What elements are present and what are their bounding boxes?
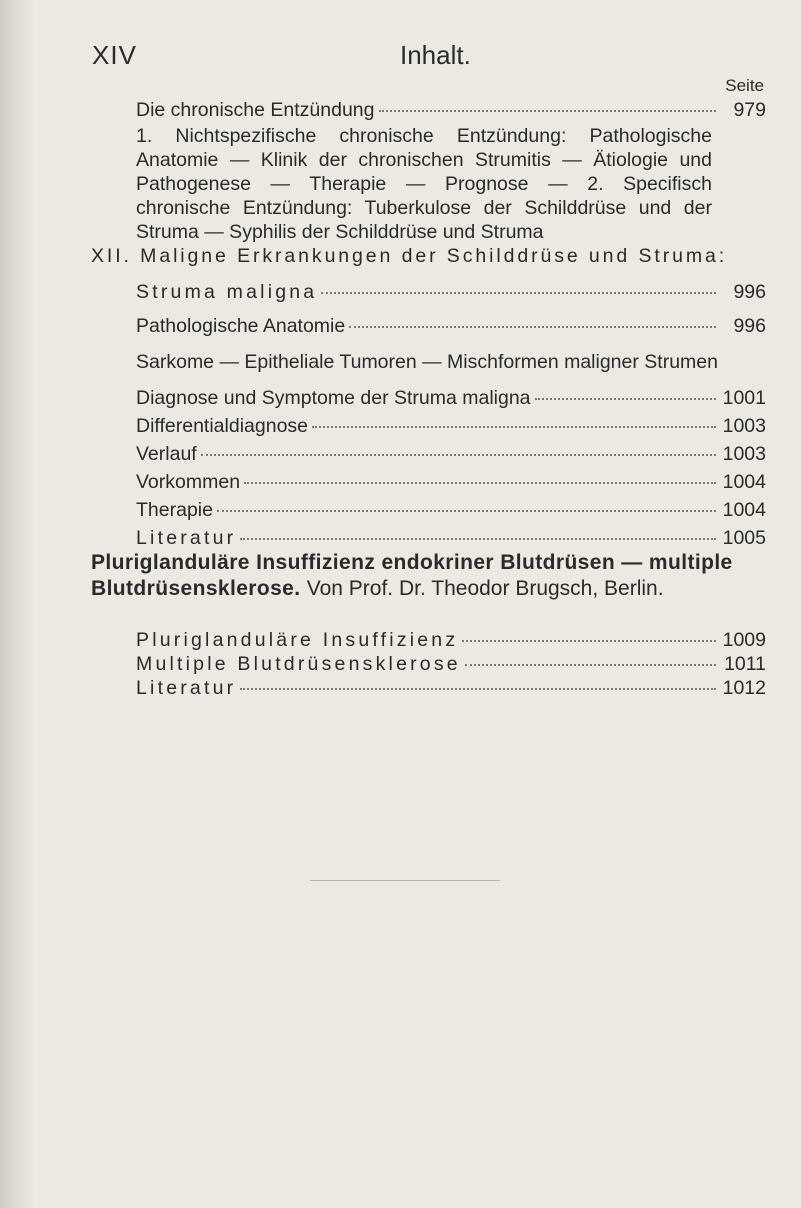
toc-entry[interactable]	[136, 652, 766, 676]
toc-entry-page: 1003	[722, 415, 766, 437]
toc-entry[interactable]	[136, 442, 766, 466]
toc-entry[interactable]	[136, 280, 766, 304]
toc-entry-page: 1005	[722, 527, 766, 549]
toc-entry-page: 979	[733, 99, 766, 121]
dot-leader	[465, 664, 716, 666]
faint-rule	[310, 880, 500, 881]
toc-chronic-details: 1. Nichtspezifische chronische Entzündung: Pathologische Anatomie — Klinik der chronischen Strumitis — Ätiologie und Pathogenese — Therapie — Prognose — 2. Specifisch chronische Entzündung: Tuberkulose der Schilddrüse und der Struma — Syphilis der Schilddrüse und Struma	[136, 125, 712, 243]
section-title: Inhalt.	[400, 40, 471, 70]
toc-entry-page: 996	[733, 281, 766, 303]
page-number: XIV	[92, 40, 137, 70]
toc-entry-page: 1004	[722, 499, 766, 521]
dot-leader	[217, 510, 716, 512]
dot-leader	[240, 688, 716, 690]
toc-entry-label: Therapie	[136, 499, 213, 521]
toc-entry-page: 1009	[722, 629, 766, 651]
toc-entry[interactable]	[136, 498, 766, 522]
pluri-heading	[91, 550, 766, 602]
toc-sarkome-line: Sarkome — Epitheliale Tumoren — Mischformen maligner Strumen	[136, 351, 718, 373]
dot-leader	[312, 426, 716, 428]
toc-entry-chronic[interactable]	[136, 98, 766, 122]
dot-leader	[349, 326, 716, 328]
toc-entry-label: Vorkommen	[136, 471, 241, 493]
toc-entry[interactable]	[136, 414, 766, 438]
page-binding-edge	[0, 0, 34, 1208]
dot-leader	[244, 482, 716, 484]
pluri-heading-author: Von Prof. Dr. Theodor Brugsch, Berlin.	[306, 577, 664, 600]
dot-leader	[379, 110, 717, 112]
toc-entry-label: Pluriglanduläre Insuffizienz	[136, 629, 459, 651]
pluri-heading-title: Pluriglanduläre Insuffizienz endokriner Blutdrüsen — multiple Blutdrüsensklerose.	[91, 551, 733, 600]
toc-entry[interactable]	[136, 470, 766, 494]
toc-entry-page: 996	[733, 315, 766, 337]
toc-section-xii: XII. Maligne Erkrankungen der Schilddrüse und Struma:	[91, 245, 728, 267]
toc-entry-page: 1003	[722, 443, 766, 465]
toc-entry[interactable]	[136, 386, 766, 410]
toc-entry[interactable]	[136, 526, 766, 550]
toc-entry-label: Verlauf	[136, 443, 197, 465]
dot-leader	[321, 292, 716, 294]
toc-entry-label: Struma maligna	[136, 281, 318, 303]
toc-entry-label: Literatur	[136, 677, 237, 699]
toc-entry[interactable]	[136, 314, 766, 338]
toc-entry-label: Die chronische Entzündung	[136, 99, 375, 121]
toc-entry-page: 1004	[722, 471, 766, 493]
page-column-label: Seite	[725, 76, 764, 95]
toc-entry-label: Pathologische Anatomie	[136, 315, 346, 337]
toc-entry-label: Differentialdiagnose	[136, 415, 309, 437]
dot-leader	[535, 398, 716, 400]
toc-entry-page: 1001	[722, 387, 766, 409]
toc-entry[interactable]	[136, 676, 766, 700]
dot-leader	[201, 454, 716, 456]
toc-entry-page: 1011	[724, 653, 766, 675]
toc-entry-label: Multiple Blutdrüsensklerose	[136, 653, 461, 675]
toc-entry-label: Literatur	[136, 527, 237, 549]
toc-entry[interactable]	[136, 628, 766, 652]
dot-leader	[240, 538, 716, 540]
toc-entry-page: 1012	[722, 677, 766, 699]
page-header	[92, 40, 772, 70]
toc-entry-label: Diagnose und Symptome der Struma maligna	[136, 387, 531, 409]
dot-leader	[462, 640, 716, 642]
